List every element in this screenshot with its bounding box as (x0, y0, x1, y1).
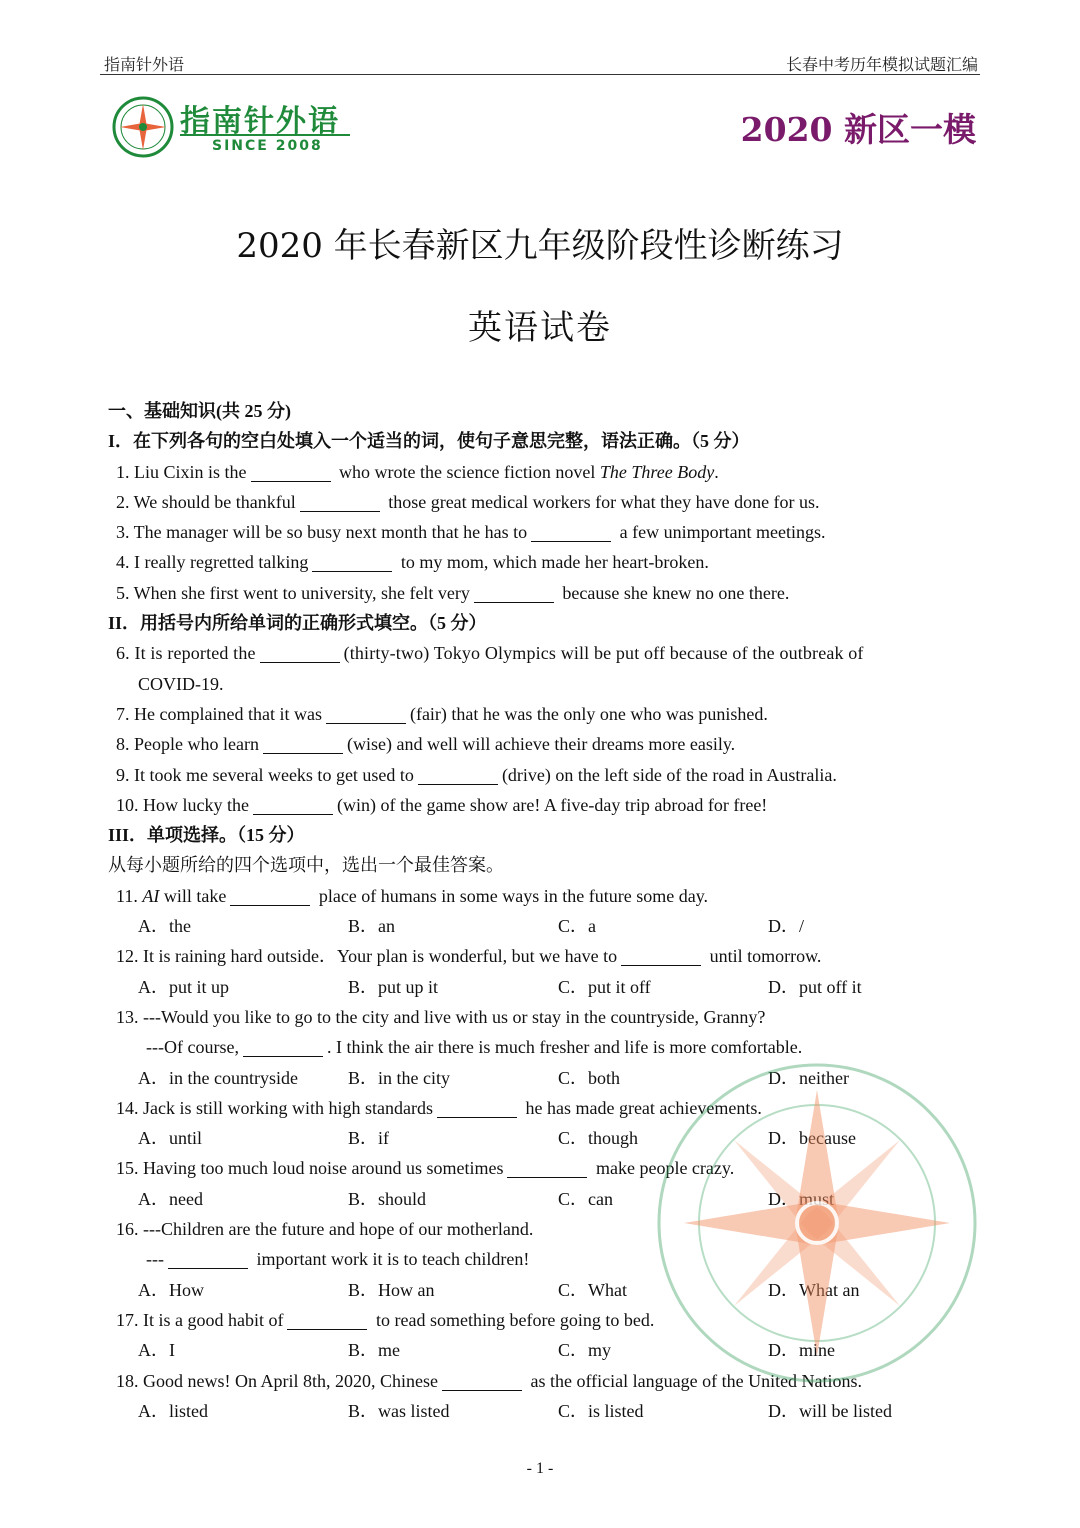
option[interactable]: C．can (558, 1188, 613, 1209)
options-17 (108, 1335, 978, 1365)
option[interactable]: B．How an (348, 1279, 435, 1300)
option[interactable]: A．the (138, 916, 191, 937)
option[interactable]: C．a (558, 916, 596, 937)
question-13: 13. ---Would you like to go to the city and live with us or stay in the countryside, Granny? (116, 1006, 766, 1027)
option[interactable]: D．What an (768, 1279, 860, 1300)
option[interactable]: A．need (138, 1188, 203, 1209)
question-2: 2. We should be thankful those great medical workers for what they have done for us. (116, 491, 820, 512)
option[interactable]: B．an (348, 916, 395, 937)
question-3: 3. The manager will be so busy next month that he has to a few unimportant meetings. (116, 522, 826, 543)
question-10: 10. How lucky the (win) of the game show are! A five-day trip abroad for free! (116, 794, 768, 815)
option[interactable]: B．if (348, 1128, 390, 1149)
answer-blank[interactable] (312, 553, 392, 572)
question-13-reply: ---Of course, . I think the air there is much fresher and life is more comfortable. (146, 1037, 803, 1058)
question-8: 8. People who learn (wise) and well will achieve their dreams more easily. (116, 734, 736, 755)
page-subtitle: 英语试卷 (468, 308, 612, 348)
section-II-heading: II．用括号内所给单词的正确形式填空。（5 分） (108, 613, 487, 634)
logo-divider (180, 134, 350, 136)
page-title: 2020 年长春新区九年级阶段性诊断练习 (236, 226, 844, 266)
question-12: 12. It is raining hard outside．Your plan is wonderful, but we have to until tomorrow. (116, 946, 822, 967)
answer-blank[interactable] (418, 766, 498, 785)
exam-content (108, 396, 978, 1426)
answer-blank[interactable] (442, 1372, 522, 1391)
answer-blank[interactable] (253, 796, 333, 815)
answer-blank[interactable] (300, 493, 380, 512)
header-left: 指南针外语 (104, 57, 185, 74)
option[interactable]: B．in the city (348, 1067, 450, 1088)
answer-blank[interactable] (437, 1099, 517, 1118)
answer-blank[interactable] (326, 705, 406, 724)
logo-since: SINCE 2008 (212, 138, 323, 154)
option[interactable]: D．/ (768, 916, 804, 937)
option[interactable]: B．was listed (348, 1400, 450, 1421)
section-III-heading: III．单项选择。（15 分） (108, 825, 305, 846)
question-14: 14. Jack is still working with high standards he has made great achievements. (116, 1097, 762, 1118)
page-number: - 1 - (526, 1460, 554, 1477)
question-16: 16. ---Children are the future and hope of our motherland. (116, 1219, 534, 1240)
option[interactable]: D．put off it (768, 976, 862, 997)
option[interactable]: D．because (768, 1128, 856, 1149)
question-4: 4. I really regretted talking to my mom, which made her heart-broken. (116, 552, 709, 573)
answer-blank[interactable] (507, 1159, 587, 1178)
option[interactable]: C．both (558, 1067, 621, 1088)
options-12 (108, 972, 978, 1002)
option[interactable]: A．listed (138, 1400, 208, 1421)
option[interactable]: C．is listed (558, 1400, 644, 1421)
option[interactable]: A．put it up (138, 976, 230, 997)
compass-logo-icon (112, 96, 174, 158)
option[interactable]: D．neither (768, 1067, 849, 1088)
answer-blank[interactable] (621, 947, 701, 966)
options-11 (108, 911, 978, 941)
answer-blank[interactable] (230, 887, 310, 906)
answer-blank[interactable] (260, 644, 340, 663)
logo-name: 指南针外语 (180, 104, 340, 139)
options-18 (108, 1396, 978, 1426)
option[interactable]: B．put up it (348, 976, 439, 997)
options-14 (108, 1123, 978, 1153)
header-divider (100, 74, 980, 75)
question-1: 1. Liu Cixin is the who wrote the science fiction novel The Three Body. (116, 461, 719, 482)
answer-blank[interactable] (243, 1038, 323, 1057)
question-9: 9. It took me several weeks to get used to (drive) on the left side of the road in Australia. (116, 764, 837, 785)
question-17: 17. It is a good habit of to read something before going to bed. (116, 1309, 655, 1330)
option[interactable]: A．How (138, 1279, 204, 1300)
question-7: 7. He complained that it was (fair) that he was the only one who was punished. (116, 703, 768, 724)
option[interactable]: D．will be listed (768, 1400, 892, 1421)
option[interactable]: B．should (348, 1188, 427, 1209)
option[interactable]: C．put it off (558, 976, 651, 997)
section-III-instruction: 从每小题所给的四个选项中，选出一个最佳答案。 (108, 855, 504, 876)
answer-blank[interactable] (251, 463, 331, 482)
header-right: 长春中考历年模拟试题汇编 (785, 57, 978, 74)
answer-blank[interactable] (168, 1250, 248, 1269)
question-6-cont: COVID-19. (138, 673, 224, 694)
answer-blank[interactable] (474, 584, 554, 603)
section-I-heading: I．在下列各句的空白处填入一个适当的词，使句子意思完整，语法正确。（5 分） (108, 431, 750, 452)
option[interactable]: C．though (558, 1128, 639, 1149)
question-11: 11. AI will take place of humans in some ways in the future some day. (116, 885, 709, 906)
option[interactable]: A．in the countryside (138, 1067, 298, 1088)
options-13 (108, 1063, 978, 1093)
answer-blank[interactable] (287, 1311, 367, 1330)
options-16 (108, 1275, 978, 1305)
options-15 (108, 1184, 978, 1214)
question-6: 6. It is reported the (thirty-two) Tokyo Olympics will be put off because of the outbreak of (116, 643, 864, 664)
logo (112, 94, 362, 164)
option[interactable]: A．until (138, 1128, 203, 1149)
option[interactable]: D．must (768, 1188, 835, 1209)
option[interactable]: B．me (348, 1340, 400, 1361)
section-heading: 一、基础知识(共 25 分) (108, 401, 291, 421)
question-15: 15. Having too much loud noise around us sometimes make people crazy. (116, 1158, 735, 1179)
option[interactable]: A．I (138, 1340, 175, 1361)
option[interactable]: C．my (558, 1340, 612, 1361)
question-16-reply: --- important work it is to teach children! (146, 1249, 530, 1270)
exam-tag: 2020 新区一模 (740, 110, 976, 149)
answer-blank[interactable] (263, 735, 343, 754)
option[interactable]: C．What (558, 1279, 627, 1300)
option[interactable]: D．mine (768, 1340, 835, 1361)
question-18: 18. Good news! On April 8th, 2020, Chinese as the official language of the United Nations. (116, 1370, 863, 1391)
answer-blank[interactable] (531, 523, 611, 542)
question-5: 5. When she first went to university, she felt very because she knew no one there. (116, 582, 790, 603)
